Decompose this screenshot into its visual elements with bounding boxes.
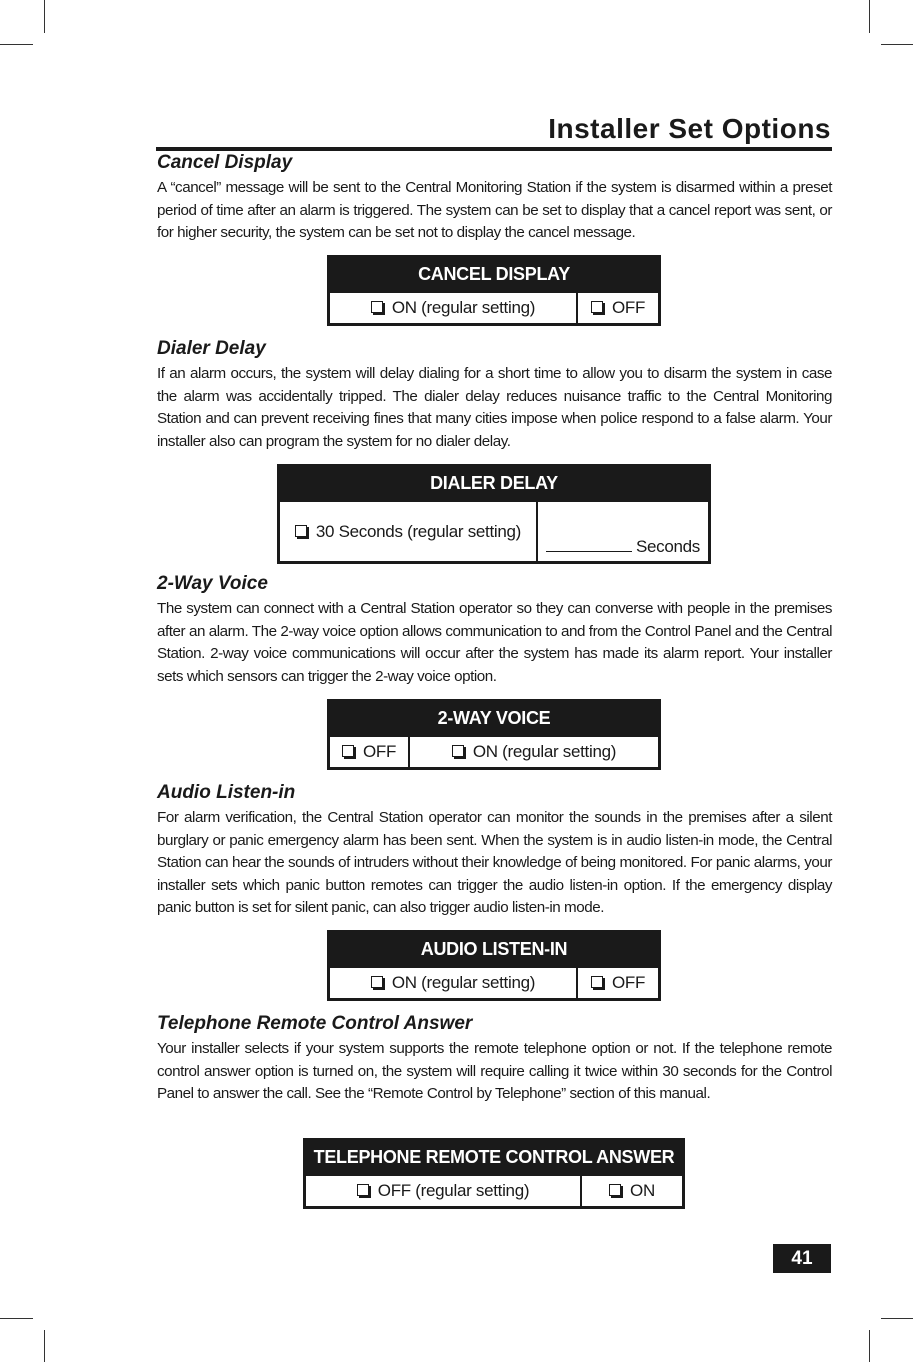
option-label: OFF	[362, 742, 397, 761]
page-number: 41	[773, 1244, 831, 1273]
option-custom-seconds[interactable]	[537, 501, 710, 563]
cancel-display-table	[327, 255, 661, 326]
option-off[interactable]	[305, 1175, 582, 1208]
option-label: 30 Seconds (regular setting)	[315, 521, 522, 541]
checkbox-icon[interactable]	[591, 301, 603, 313]
section-heading-cancel-display: Cancel Display	[157, 152, 293, 173]
option-on[interactable]	[329, 967, 578, 1000]
checkbox-icon[interactable]	[295, 525, 307, 537]
option-off[interactable]	[329, 736, 410, 769]
table-header: 2-WAY VOICE	[329, 701, 660, 737]
table-header: AUDIO LISTEN-IN	[329, 932, 660, 968]
crop-mark	[869, 1330, 870, 1362]
section-body-2-way-voice: The system can connect with a Central Station operator so they can converse with people in the premises after an alarm. The 2-way voice option allows communication to and from the Control Panel and the Central Station. 2-way voice communications will occur after the system has made its alarm report. Your installer sets which sensors can trigger the 2-way voice option.	[157, 600, 832, 685]
checkbox-icon[interactable]	[371, 976, 383, 988]
checkbox-icon[interactable]	[371, 301, 383, 313]
section-body-dialer-delay: If an alarm occurs, the system will delay dialing for a short time to allow you to disarm the system in case the alarm was accidentally tripped. The dialer delay reduces nuisance traffic to the Central Monitoring Station and can prevent receiving fines that many cities impose when police respond to a false alarm. Your installer also can program the system for no dialer delay.	[157, 365, 832, 450]
section-body-audio-listen-in: For alarm verification, the Central Station operator can monitor the sounds in the premises after a silent burglary or panic emergency alarm has been sent. When the system is in audio listen-in mode, the Central Station can hear the sounds of intruders without their knowledge of being monitored. For panic alarms, your installer sets which panic button remotes can trigger the audio listen-in option. If the emergency display panic button is set for silent panic, can also trigger audio listen-in mode.	[157, 809, 832, 916]
title-rule	[156, 147, 832, 151]
option-label: Seconds	[635, 537, 700, 556]
checkbox-icon[interactable]	[342, 745, 354, 757]
option-label: ON (regular setting)	[391, 298, 536, 317]
section-body-cancel-display: A “cancel” message will be sent to the Central Monitoring Station if the system is disarmed within a preset period of time after an alarm is triggered. The system can be set to display that a cancel report was sent, or for higher security, the system can be set not to display the cancel message.	[157, 179, 832, 241]
checkbox-icon[interactable]	[452, 745, 464, 757]
option-on[interactable]	[581, 1175, 684, 1208]
checkbox-icon[interactable]	[609, 1184, 621, 1196]
2-way-voice-table	[327, 699, 661, 770]
section-body-telephone-remote-control-answer: Your installer selects if your system supports the remote telephone option or not. If the telephone remote control answer option is turned on, the system will require calling it twice within 30 seconds for the Control Panel to answer the call. See the “Remote Control by Telephone” section of this manual.	[157, 1040, 832, 1102]
option-on[interactable]	[409, 736, 660, 769]
checkbox-icon[interactable]	[357, 1184, 369, 1196]
section-heading-audio-listen-in: Audio Listen-in	[157, 782, 296, 803]
dialer-delay-table	[277, 464, 711, 564]
crop-mark	[881, 44, 913, 45]
crop-mark	[44, 0, 45, 33]
telephone-remote-control-answer-table	[303, 1138, 685, 1209]
crop-mark	[881, 1318, 913, 1319]
option-label: ON (regular setting)	[391, 973, 536, 992]
option-label: OFF	[611, 298, 646, 317]
option-label: ON	[630, 1181, 655, 1200]
option-label: ON (regular setting)	[472, 742, 617, 761]
audio-listen-in-table	[327, 930, 661, 1001]
crop-mark	[44, 1330, 45, 1362]
option-label: OFF (regular setting)	[377, 1181, 530, 1200]
crop-mark	[0, 1318, 33, 1319]
page-title: Installer Set Options	[548, 113, 831, 144]
table-header: DIALER DELAY	[279, 466, 710, 502]
option-off[interactable]	[577, 292, 660, 325]
section-heading-dialer-delay: Dialer Delay	[157, 338, 266, 359]
option-30-seconds[interactable]	[279, 501, 537, 563]
option-off[interactable]	[577, 967, 660, 1000]
section-heading-telephone-remote-control-answer: Telephone Remote Control Answer	[157, 1013, 473, 1034]
table-header: TELEPHONE REMOTE CONTROL ANSWER	[305, 1140, 684, 1176]
table-header: CANCEL DISPLAY	[329, 257, 660, 293]
checkbox-icon[interactable]	[591, 976, 603, 988]
section-heading-2-way-voice: 2-Way Voice	[157, 573, 268, 594]
crop-mark	[0, 44, 33, 45]
option-label: OFF	[611, 973, 646, 992]
crop-mark	[869, 0, 870, 33]
seconds-blank-line[interactable]	[546, 551, 632, 552]
option-on[interactable]	[329, 292, 578, 325]
